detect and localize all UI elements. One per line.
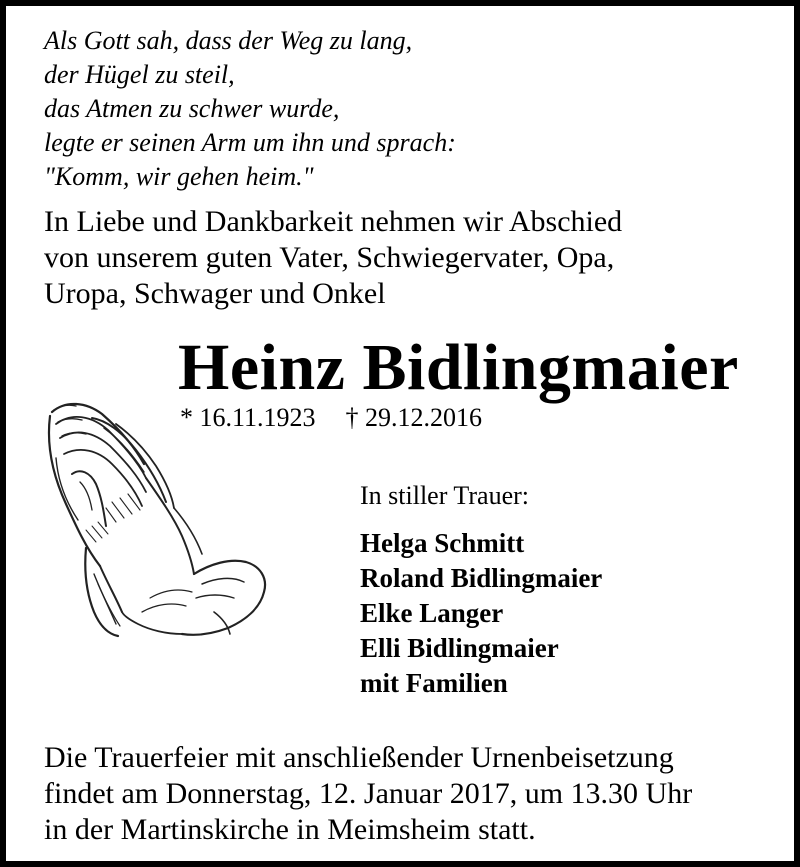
ceremony-line: Die Trauerfeier mit anschließender Urnenbeisetzung <box>44 741 674 774</box>
deceased-name: Heinz Bidlingmaier <box>178 331 739 404</box>
death-date: † 29.12.2016 <box>345 403 483 432</box>
mourners-list <box>360 526 602 701</box>
poem-line: Als Gott sah, dass der Weg zu lang, <box>44 26 413 55</box>
mourner-name: Helga Schmitt <box>360 528 525 558</box>
ceremony-line: in der Martinskirche in Meimsheim statt. <box>44 813 536 846</box>
farewell-line: von unserem guten Vater, Schwiegervater, Opa, <box>44 241 615 274</box>
poem-line: der Hügel zu steil, <box>44 60 235 89</box>
mourner-name: Elli Bidlingmaier <box>360 633 559 663</box>
mourner-name: Elke Langer <box>360 598 504 628</box>
poem-line: das Atmen zu schwer wurde, <box>44 94 340 123</box>
mourner-name: mit Familien <box>360 668 508 698</box>
ceremony-info <box>44 740 692 848</box>
poem-line: legte er seinen Arm um ihn und sprach: <box>44 128 456 157</box>
poem-line: "Komm, wir gehen heim." <box>44 162 314 191</box>
mourner-name: Roland Bidlingmaier <box>360 563 603 593</box>
farewell-line: In Liebe und Dankbarkeit nehmen wir Abschied <box>44 205 623 238</box>
farewell-line: Uropa, Schwager und Onkel <box>44 277 386 310</box>
poem <box>44 24 456 194</box>
mourning-label: In stiller Trauer: <box>360 481 529 510</box>
praying-hands-icon <box>46 398 272 642</box>
ceremony-line: findet am Donnerstag, 12. Januar 2017, um 13.30 Uhr <box>44 777 693 810</box>
birth-date: * 16.11.1923 <box>180 403 316 432</box>
farewell-text <box>44 204 622 312</box>
